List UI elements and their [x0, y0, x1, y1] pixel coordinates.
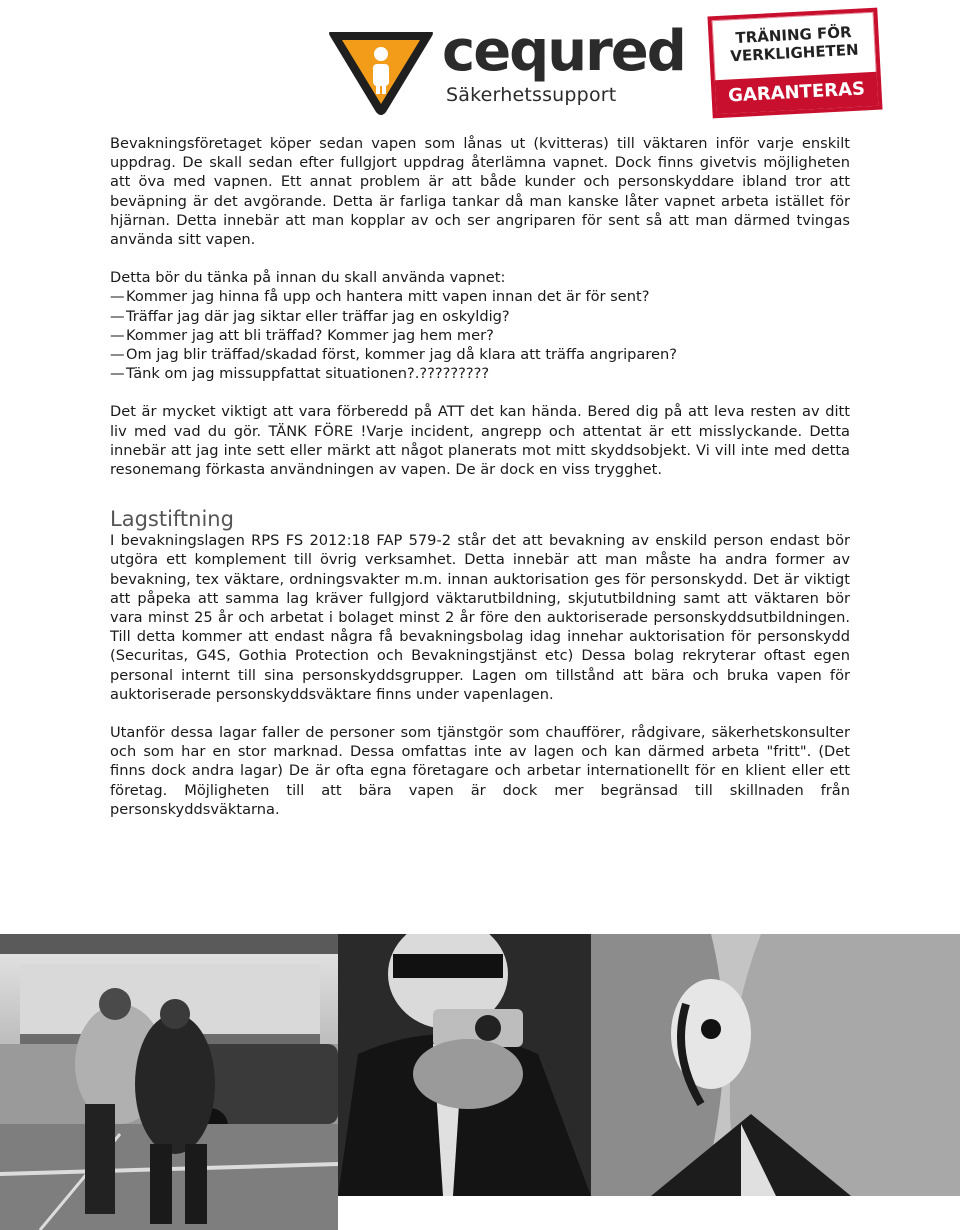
- checklist: [110, 287, 850, 383]
- cequred-logo: [326, 19, 685, 116]
- checklist-intro: Detta bör du tänka på innan du skall använda vapnet:: [110, 269, 506, 287]
- photo-bodyguard-pistol: [338, 934, 591, 1196]
- stamp-line-1: TRÄNING FÖR: [735, 23, 853, 48]
- list-item: — Om jag blir träffad/skadad först, kommer jag då klara att träffa angriparen?: [110, 346, 677, 364]
- photo-bodyguard-evacuation: [0, 934, 338, 1230]
- photo-bodyguard-earpiece: [591, 934, 960, 1196]
- training-stamp: [707, 8, 882, 119]
- brand-tagline: Säkerhetssupport: [446, 84, 617, 106]
- section-heading: Lagstiftning: [110, 507, 234, 532]
- stamp-banner: GARANTERAS: [715, 72, 879, 114]
- paragraph-outside-laws: Utanför dessa lagar faller de personer som tjänstgör som chaufförer, rådgivare, säkerhetskonsulter och som har en stor marknad. Dessa omfattas inte av lagen och kan därmed arbeta "fritt". (Det finns dock andra lagar) De är ofta egna företagare och arbetar internationellt för en klient eller ett företag. Möjligheten till att bära vapen är dock mer begränsad till skillnaden från personskyddsväktarna.: [110, 724, 850, 818]
- list-item: — Kommer jag att bli träffad? Kommer jag hem mer?: [110, 326, 494, 344]
- list-item: — Kommer jag hinna få upp och hantera mitt vapen innan det är för sent?: [110, 288, 650, 306]
- stamp-line-2: VERKLIGHETEN: [729, 40, 860, 66]
- brand-name: cequred: [442, 19, 685, 84]
- paragraph-preparation: Det är mycket viktigt att vara förberedd på ATT det kan hända. Bered dig på att leva resten av ditt liv med vad du gör. TÄNK FÖRE !Varje incident, angrepp och attentat är ett misslyckande. Detta innebär att jag inte sett eller märkt att något planerats mot mitt skyddsobjekt. Vi vill inte med detta resonemang förkasta användningen av vapen. De är dock en viss trygghet.: [110, 403, 850, 479]
- list-item: — Träffar jag där jag siktar eller träffar jag en oskyldig?: [110, 307, 510, 325]
- paragraph-legislation: I bevakningslagen RPS FS 2012:18 FAP 579-2 står det att bevakning av enskild person endast bör utgöra ett komplement till övrig verksamhet. Detta innebär att man måste ha andra former av bevakning, tex väktare, ordningsvakter m.m. innan auktorisation ges för personskydd. Det är viktigt att påpeka att samma lag kräver fullgjord väktarutbildning, skjututbildning samt att väktaren bör vara minst 25 år och arbetat i bolaget minst 2 år före den auktoriserade personskyddsutbildningen. Till detta kommer att endast några få bevakningsbolag idag innehar auktorisation för personskydd (Securitas, G4S, Gothia Protection och Bevakningstjänst etc) Dessa bolag rekryterar oftast egen personal internt till sina personskyddsgrupper. Lagen om tillstånd att bära och bruka vapen för auktoriserade personskyddsväktare finns under vapenlagen.: [110, 532, 850, 703]
- photo-strip: [0, 934, 960, 1230]
- paragraph-weapons: Bevakningsföretaget köper sedan vapen som lånas ut (kvitteras) till väktaren inför varje enskilt uppdrag. De skall sedan efter fullgjort uppdrag återlämna vapnet. Dock finns givetvis möjligheten att öva med vapnen. Ett annat problem är att både kunder och personskyddare ibland tror att beväpning är det avgörande. Detta är farliga tankar då man kanske låter vapnet arbeta istället för hjärnan. Detta innebär att man kopplar av och ser angriparen för sent så att man därmed tvingas använda sitt vapen.: [110, 135, 850, 249]
- list-item: — Tänk om jag missuppfattat situationen?.?????????: [110, 365, 490, 383]
- cequred-shield-icon: [326, 26, 436, 116]
- document-body: [110, 134, 850, 819]
